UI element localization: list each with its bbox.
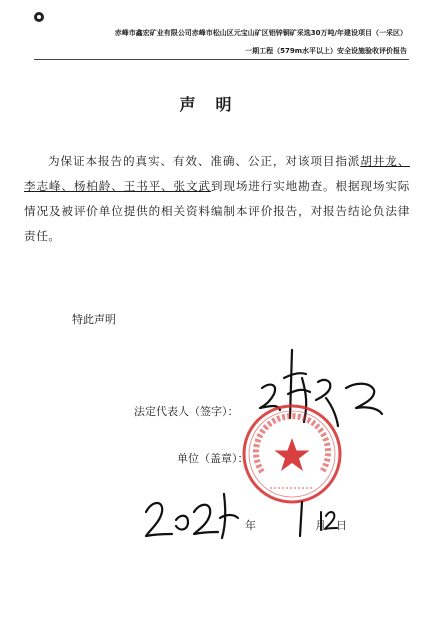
statement-paragraph: [24, 149, 410, 249]
date-month-label: 月: [315, 519, 326, 532]
declaration-label: 特此声明: [72, 313, 116, 326]
unit-seal-label: 单位（盖章）：: [177, 452, 249, 465]
statement-text-part2: 到现场进行实地勘查。根据现场实际情况及被评价单位提供的相关资料编制本评价报告，对报告结论负法律责任。: [24, 179, 410, 243]
header-project-line: 赤峰市鑫宏矿业有限公司赤峰市松山区元宝山矿区铝锌铜矿采选30万吨/年建设项目（一采区）: [114, 29, 407, 37]
representative-signature-label: 法定代表人（签字）：: [134, 405, 239, 418]
header-divider: [34, 59, 409, 60]
company-logo-icon: [34, 12, 44, 22]
handwritten-day: [318, 508, 338, 532]
company-seal-stamp: [240, 402, 344, 506]
page-title: 声明: [179, 95, 252, 114]
date-year-label: 年: [245, 519, 256, 532]
handwritten-year: [142, 492, 242, 540]
statement-text-part1: 为保证本报告的真实、有效、准确、公正，对该项目指派: [48, 154, 361, 168]
assigned-staff-names: 胡井龙、李志峰、杨柏龄、王书平、张文武: [24, 154, 410, 193]
date-day-label: 日: [336, 519, 347, 532]
handwritten-month: [292, 500, 312, 540]
header-report-line: 一期工程（579m水平以上）安全设施验收评价报告: [245, 47, 407, 55]
